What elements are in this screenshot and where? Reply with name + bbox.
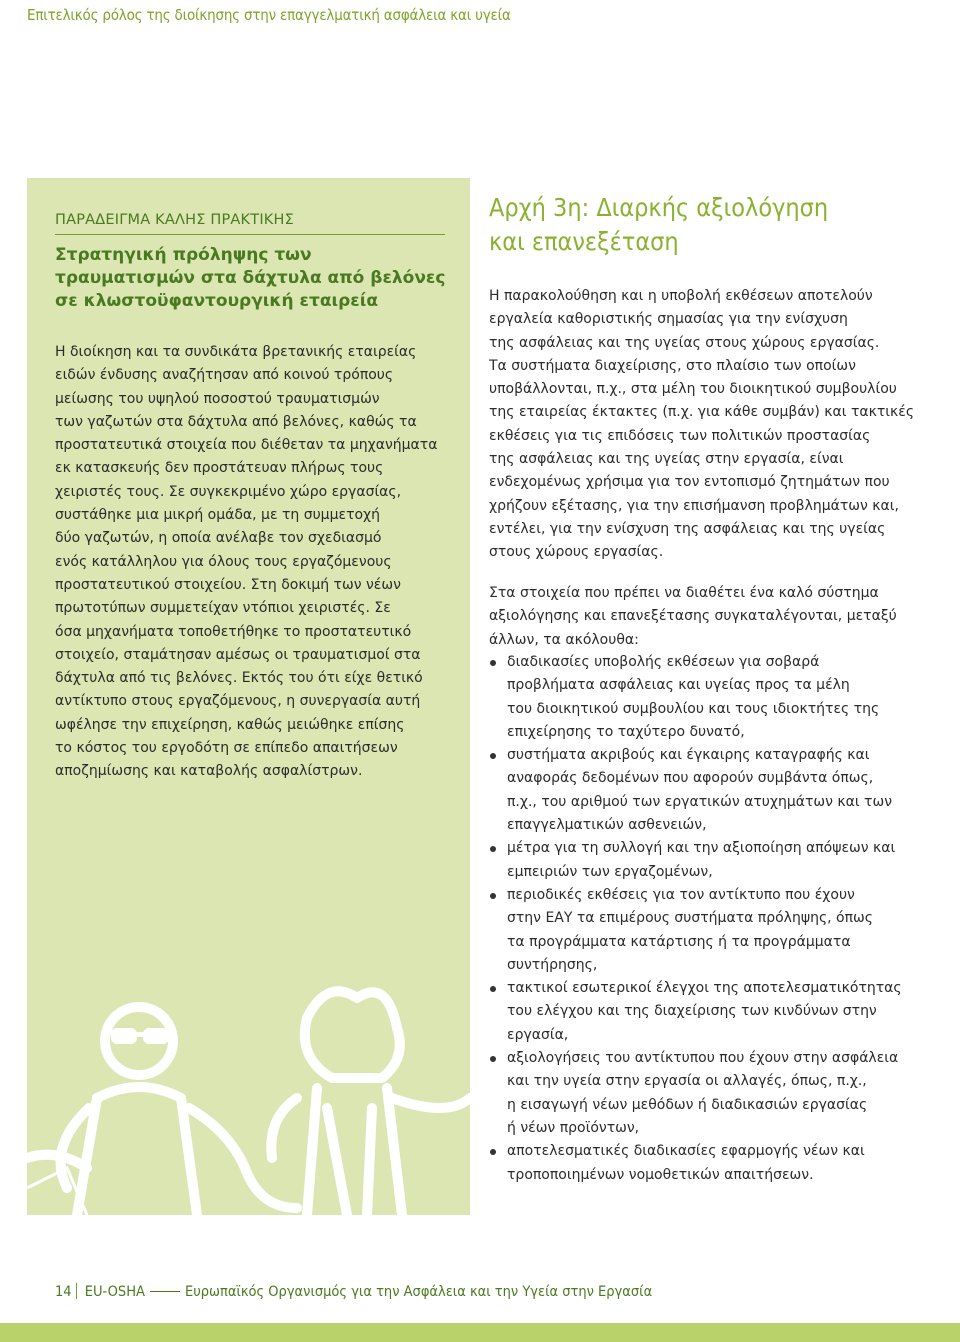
box-body-line: μείωσης του υψηλού ποσοστού τραυματισμών [55,390,380,407]
bullet-item [489,1047,929,1140]
paragraph-line: στους χώρους εργασίας. [489,544,664,561]
paragraph-line: υποβάλλονται, π.χ., στα μέλη του διοικητικού συμβουλίου [489,381,897,398]
bullet-item-line: επιχείρησης το ταχύτερο δυνατό, [507,723,745,740]
paragraph-line: εντέλει, για την ενίσχυση της ασφάλειας και της υγείας [489,520,886,537]
box-kicker: ΠΑΡΑΔΕΙΓΜΑ ΚΑΛΗΣ ΠΡΑΚΤΙΚΗΣ [55,212,294,228]
paragraph-line: εκθέσεις για τις επιδόσεις των πολιτικών προστασίας [489,427,871,444]
box-body-line: προστατευτικού στοιχείου. Στη δοκιμή των νέων [55,576,401,593]
intro-paragraph [489,285,929,565]
box-body-line: ωφέλησε την επιχείρηση, καθώς μειώθηκε επίσης [55,716,405,733]
elements-paragraph [489,582,929,652]
bullet-item [489,651,929,744]
box-body-line: αποζημίωσης και καταβολής ασφαλίστρων. [55,763,363,780]
box-body-line: συστάθηκε μια μικρή ομάδα, με τη συμμετοχή [55,507,381,524]
box-body-line: εκ κατασκευής δεν προστάτευαν πλήρως τους [55,460,384,477]
elements-bullet-list [489,651,929,1187]
bullet-item-line: συντήρησης, [507,956,598,973]
bottom-color-strip [0,1323,960,1342]
paragraph-line: Η παρακολούθηση και η υποβολή εκθέσεων αποτελούν [489,288,873,304]
bullet-item-line: ή νέων προϊόντων, [507,1119,640,1136]
box-body-line: το κόστος του εργοδότη σε επίπεδο απαιτήσεων [55,740,398,757]
paragraph-line: Τα συστήματα διαχείρισης, στο πλαίσιο των οποίων [489,357,856,374]
section-title [489,191,929,259]
paragraph-line: ενδεχομένως χρήσιμα για τον εντοπισμό ζητημάτων που [489,474,890,491]
box-body-line: ενός κατάλληλου για όλους τους εργαζόμενους [55,553,392,570]
bullet-item-line: και την υγεία στην εργασία οι αλλαγές, όπως, π.χ., [507,1073,867,1090]
box-body-line: των γαζωτών στα δάχτυλα από βελόνες, καθώς τα [55,413,417,430]
bullet-item [489,744,929,837]
paragraph-line: Στα στοιχεία που πρέπει να διαθέτει ένα καλό σύστημα [489,585,879,601]
box-body-line: προστατευτικά στοιχεία που διέθεταν τα μηχανήματα [55,437,438,454]
box-body-line: όσα μηχανήματα τοποθετήθηκε το προστατευτικό [55,623,412,640]
bullet-item-line: μέτρα για τη συλλογή και την αξιοποίηση απόψεων και [507,840,896,857]
bullet-item [489,977,929,1047]
box-title-line: σε κλωστοϋφαντουργική εταιρεία [55,291,379,311]
box-body-line: πρωτοτύπων συμμετείχαν ντόπιοι χειριστές. Σε [55,600,391,617]
box-body-line: αντίκτυπο στους εργαζόμενους, η συνεργασία αυτή [55,693,421,710]
bullet-item-line: τακτικοί εσωτερικοί έλεγχοι της αποτελεσματικότητας [507,980,902,997]
box-body-line: χειριστές τους. Σε συγκεκριμένο χώρο εργασίας, [55,483,402,500]
paragraph-line: της ασφάλειας και της υγείας στην εργασία, είναι [489,451,844,468]
bullet-item [489,837,929,884]
box-title [55,244,455,313]
bullet-item-line: διαδικασίες υποβολής εκθέσεων για σοβαρά [507,654,820,670]
bullet-item [489,1140,929,1187]
bullet-item-line: του ελέγχου και της διαχείρισης των κινδύνων στην [507,1003,877,1020]
page-number: 14 [55,1284,72,1300]
box-body-line: στοιχείο, σταμάτησαν αμέσως οι τραυματισμοί στα [55,646,421,663]
agency-full-name: Ευρωπαϊκός Οργανισμός για την Ασφάλεια και την Υγεία στην Εργασία [184,1284,653,1300]
bullet-item-line: συστήματα ακριβούς και έγκαιρης καταγραφής και [507,747,870,764]
agency-short-name: EU-OSHA [84,1284,145,1300]
bullet-item-line: αναφοράς δεδομένων που αφορούν συμβάντα όπως, [507,770,874,787]
bullet-item-line: εργασία, [507,1026,569,1043]
footer-separator [76,1283,77,1299]
box-divider [55,234,445,235]
bullet-item-line: προβλήματα ασφάλειας και υγείας προς τα μέλη [507,677,850,694]
running-header: Επιτελικός ρόλος της διοίκησης στην επαγγελματική ασφάλεια και υγεία [27,6,511,24]
bullet-item-line: στην ΕΑΥ τα επιμέρους συστήματα πρόληψης, όπως [507,910,873,927]
box-body-line: δύο γαζωτών, η οποία ανέλαβε τον σχεδιασμό [55,530,382,547]
box-body-text [55,341,465,784]
bullet-item-line: περιοδικές εκθέσεις για τον αντίκτυπο που έχουν [507,886,855,903]
section-title-line: Αρχή 3η: Διαρκής αξιολόγηση [489,193,829,222]
box-body-line: δάχτυλα από τις βελόνες. Εκτός του ότι είχε θετικό [55,670,423,687]
paragraph-line: χρήζουν εξέτασης, για την επισήμανση προβλημάτων και, [489,497,899,514]
box-title-line: τραυματισμών στα δάχτυλα από βελόνες [55,268,446,288]
good-practice-box [27,178,470,1215]
paragraph-line: άλλων, τα ακόλουθα: [489,631,639,648]
bullet-item-line: τροποποιημένων νομοθετικών απαιτήσεων. [507,1166,814,1183]
bullet-item-line: του διοικητικού συμβουλίου και τους ιδιοκτήτες της [507,700,880,717]
paragraph-line: αξιολόγησης και επανεξέτασης συγκαταλέγονται, μεταξύ [489,608,897,625]
footer-dash [150,1291,180,1292]
paragraph-line: εργαλεία καθοριστικής σημασίας για την ενίσχυση [489,311,848,328]
paragraph-line: της ασφάλειας και της υγείας στους χώρους εργασίας. [489,334,880,351]
workers-illustration [27,958,470,1215]
bullet-item-line: τα προγράμματα κατάρτισης ή τα προγράμματα [507,933,851,950]
bullet-item [489,884,929,977]
bullet-item-line: η εισαγωγή νέων μεθόδων ή διαδικασιών εργασίας [507,1096,868,1113]
box-title-line: Στρατηγική πρόληψης των [55,245,312,265]
bullet-item-line: π.χ., του αριθμού των εργατικών ατυχημάτων και των [507,793,893,810]
box-body-line: Η διοίκηση και τα συνδικάτα βρετανικής εταιρείας [55,344,417,360]
paragraph-line: της εταιρείας έκτακτες (π.χ. για κάθε συμβάν) και τακτικές [489,404,915,421]
box-body-line: ειδών ένδυσης αναζήτησαν από κοινού τρόπους [55,367,394,384]
bullet-item-line: εμπειριών των εργαζομένων, [507,863,713,880]
page-footer [55,1283,652,1300]
bullet-item-line: επαγγελματικών ασθενειών, [507,817,707,834]
section-title-line: και επανεξέταση [489,227,679,256]
bullet-item-line: αξιολογήσεις του αντίκτυπου που έχουν στην ασφάλεια [507,1050,899,1067]
bullet-item-line: αποτελεσματικές διαδικασίες εφαρμογής νέων και [507,1143,865,1160]
